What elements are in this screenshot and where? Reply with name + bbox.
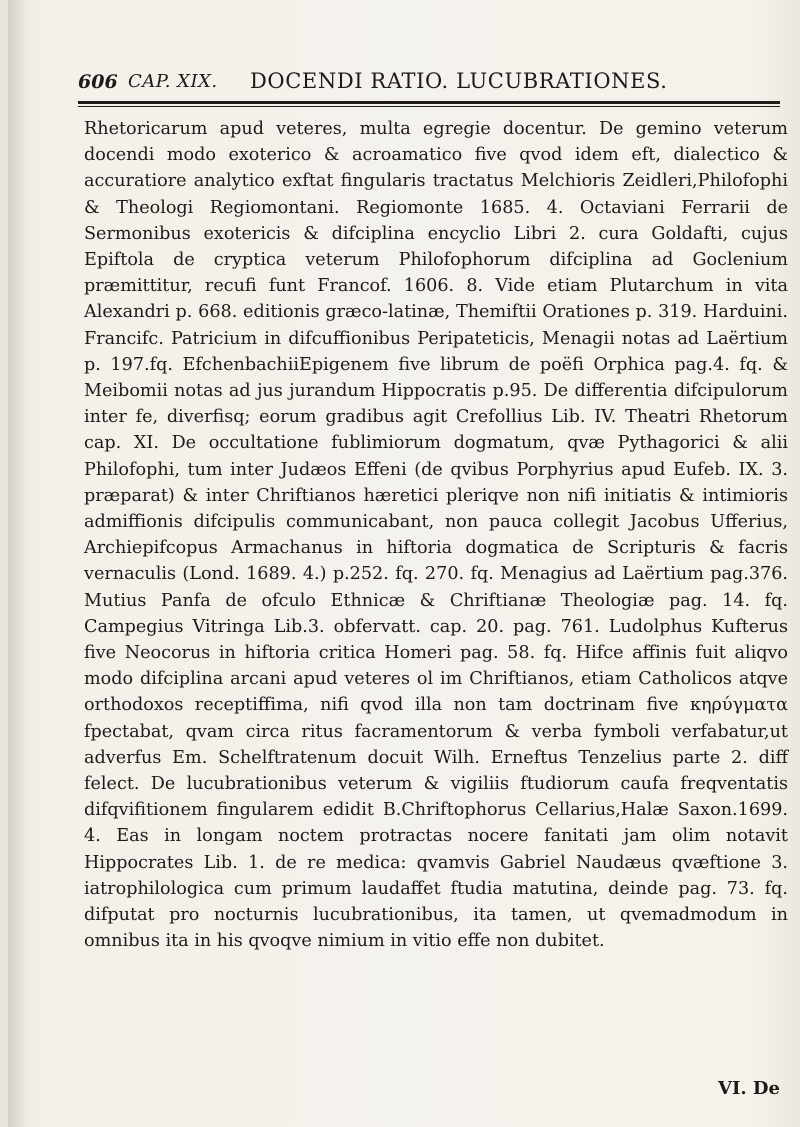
page-edge-shadow xyxy=(8,0,28,1127)
page-number: 606 xyxy=(78,71,118,93)
page-header xyxy=(78,65,778,101)
chapter-label: CAP. XIX. xyxy=(128,71,218,92)
running-title: DOCENDI RATIO. LUCUBRATIONES. xyxy=(250,69,668,93)
body-paragraph: Rhetoricarum apud veteres, multa egregie docentur. De gemino veterum docendi modo exoterico & acroamatico five qvod idem eft, dialectico & accuratiore analytico exftat fingularis tractatus Melchioris Zeidleri,Philofophi & Theologi Regiomontani. Regiomonte 1685. 4. Octaviani Ferrarii de Sermonibus exotericis & difciplina encyclio Libri 2. cura Goldafti, cujus Epiftola de cryptica veterum Philofophorum difciplina ad Goclenium præmittitur, recufi funt Francof. 1606. 8. Vide etiam Plutarchum in vita Alexandri p. 668. editionis græco-latinæ, Themiftii Orationes p. 319. Harduini. Francifc. Patricium in difcuffionibus Peripateticis, Menagii notas ad Laërtium p. 197.fq. EfchenbachiiEpigenem five librum de poëfi Orphica pag.4. fq. & Meibomii notas ad jus jurandum Hippocratis p.95. De differentia difcipulorum inter fe, diverfisq; eorum gradibus agit Crefollius Lib. IV. Theatri Rhetorum cap. XI. De occultatione fublimiorum dogmatum, qvæ Pythagorici & alii Philofophi, tum inter Judæos Effeni (de qvibus Porphyrius apud Eufeb. IX. 3. præparat) & inter Chriftianos hæretici pleriqve non nifi initiatis & intimioris admiffionis difcipulis communicabant, non pauca collegit Jacobus Ufferius, Archiepifcopus Armachanus in hiftoria dogmatica de Scripturis & facris vernaculis (Lond. 1689. 4.) p.252. fq. 270. fq. Menagius ad Laërtium pag.376. Mutius Panfa de ofculo Ethnicæ & Chriftianæ Theologiæ pag. 14. fq. Campegius Vitringa Lib.3. obfervatt. cap. 20. pag. 761. Ludolphus Kufterus five Neocorus in hiftoria critica Homeri pag. 58. fq. Hifce affinis fuit aliqvo modo difciplina arcani apud veteres ol im Chriftianos, etiam Catholicos atqve orthodoxos receptiffima, nifi qvod illa non tam doctrinam five κηρύγματα fpectabat, qvam circa ritus facramentorum & verba fymboli verfabatur,ut adverfus Em. Schelftratenum docuit Wilh. Erneftus Tenzelius parte 2. diff felect. De lucubrationibus veterum & vigiliis ftudiorum caufa freqventatis difqvifitionem fingularem edidit B.Chriftophorus Cellarius,Halæ Saxon.1699. 4. Eas in longam noctem protractas nocere fanitati jam olim notavit Hippocrates Lib. 1. de re medica: qvamvis Gabriel Naudæus qvæftione 3. iatrophilologica cum primum laudaffet ftudia matutina, deinde pag. 73. fq. difputat pro nocturnis lucubrationibus, ita tamen, ut qvemadmodum in omnibus ita in his qvoqve nimium in vitio effe non dubitet. xyxy=(84,119,788,952)
header-rule xyxy=(78,101,780,107)
main-text xyxy=(84,116,788,955)
catchword: VI. De xyxy=(718,1078,780,1099)
